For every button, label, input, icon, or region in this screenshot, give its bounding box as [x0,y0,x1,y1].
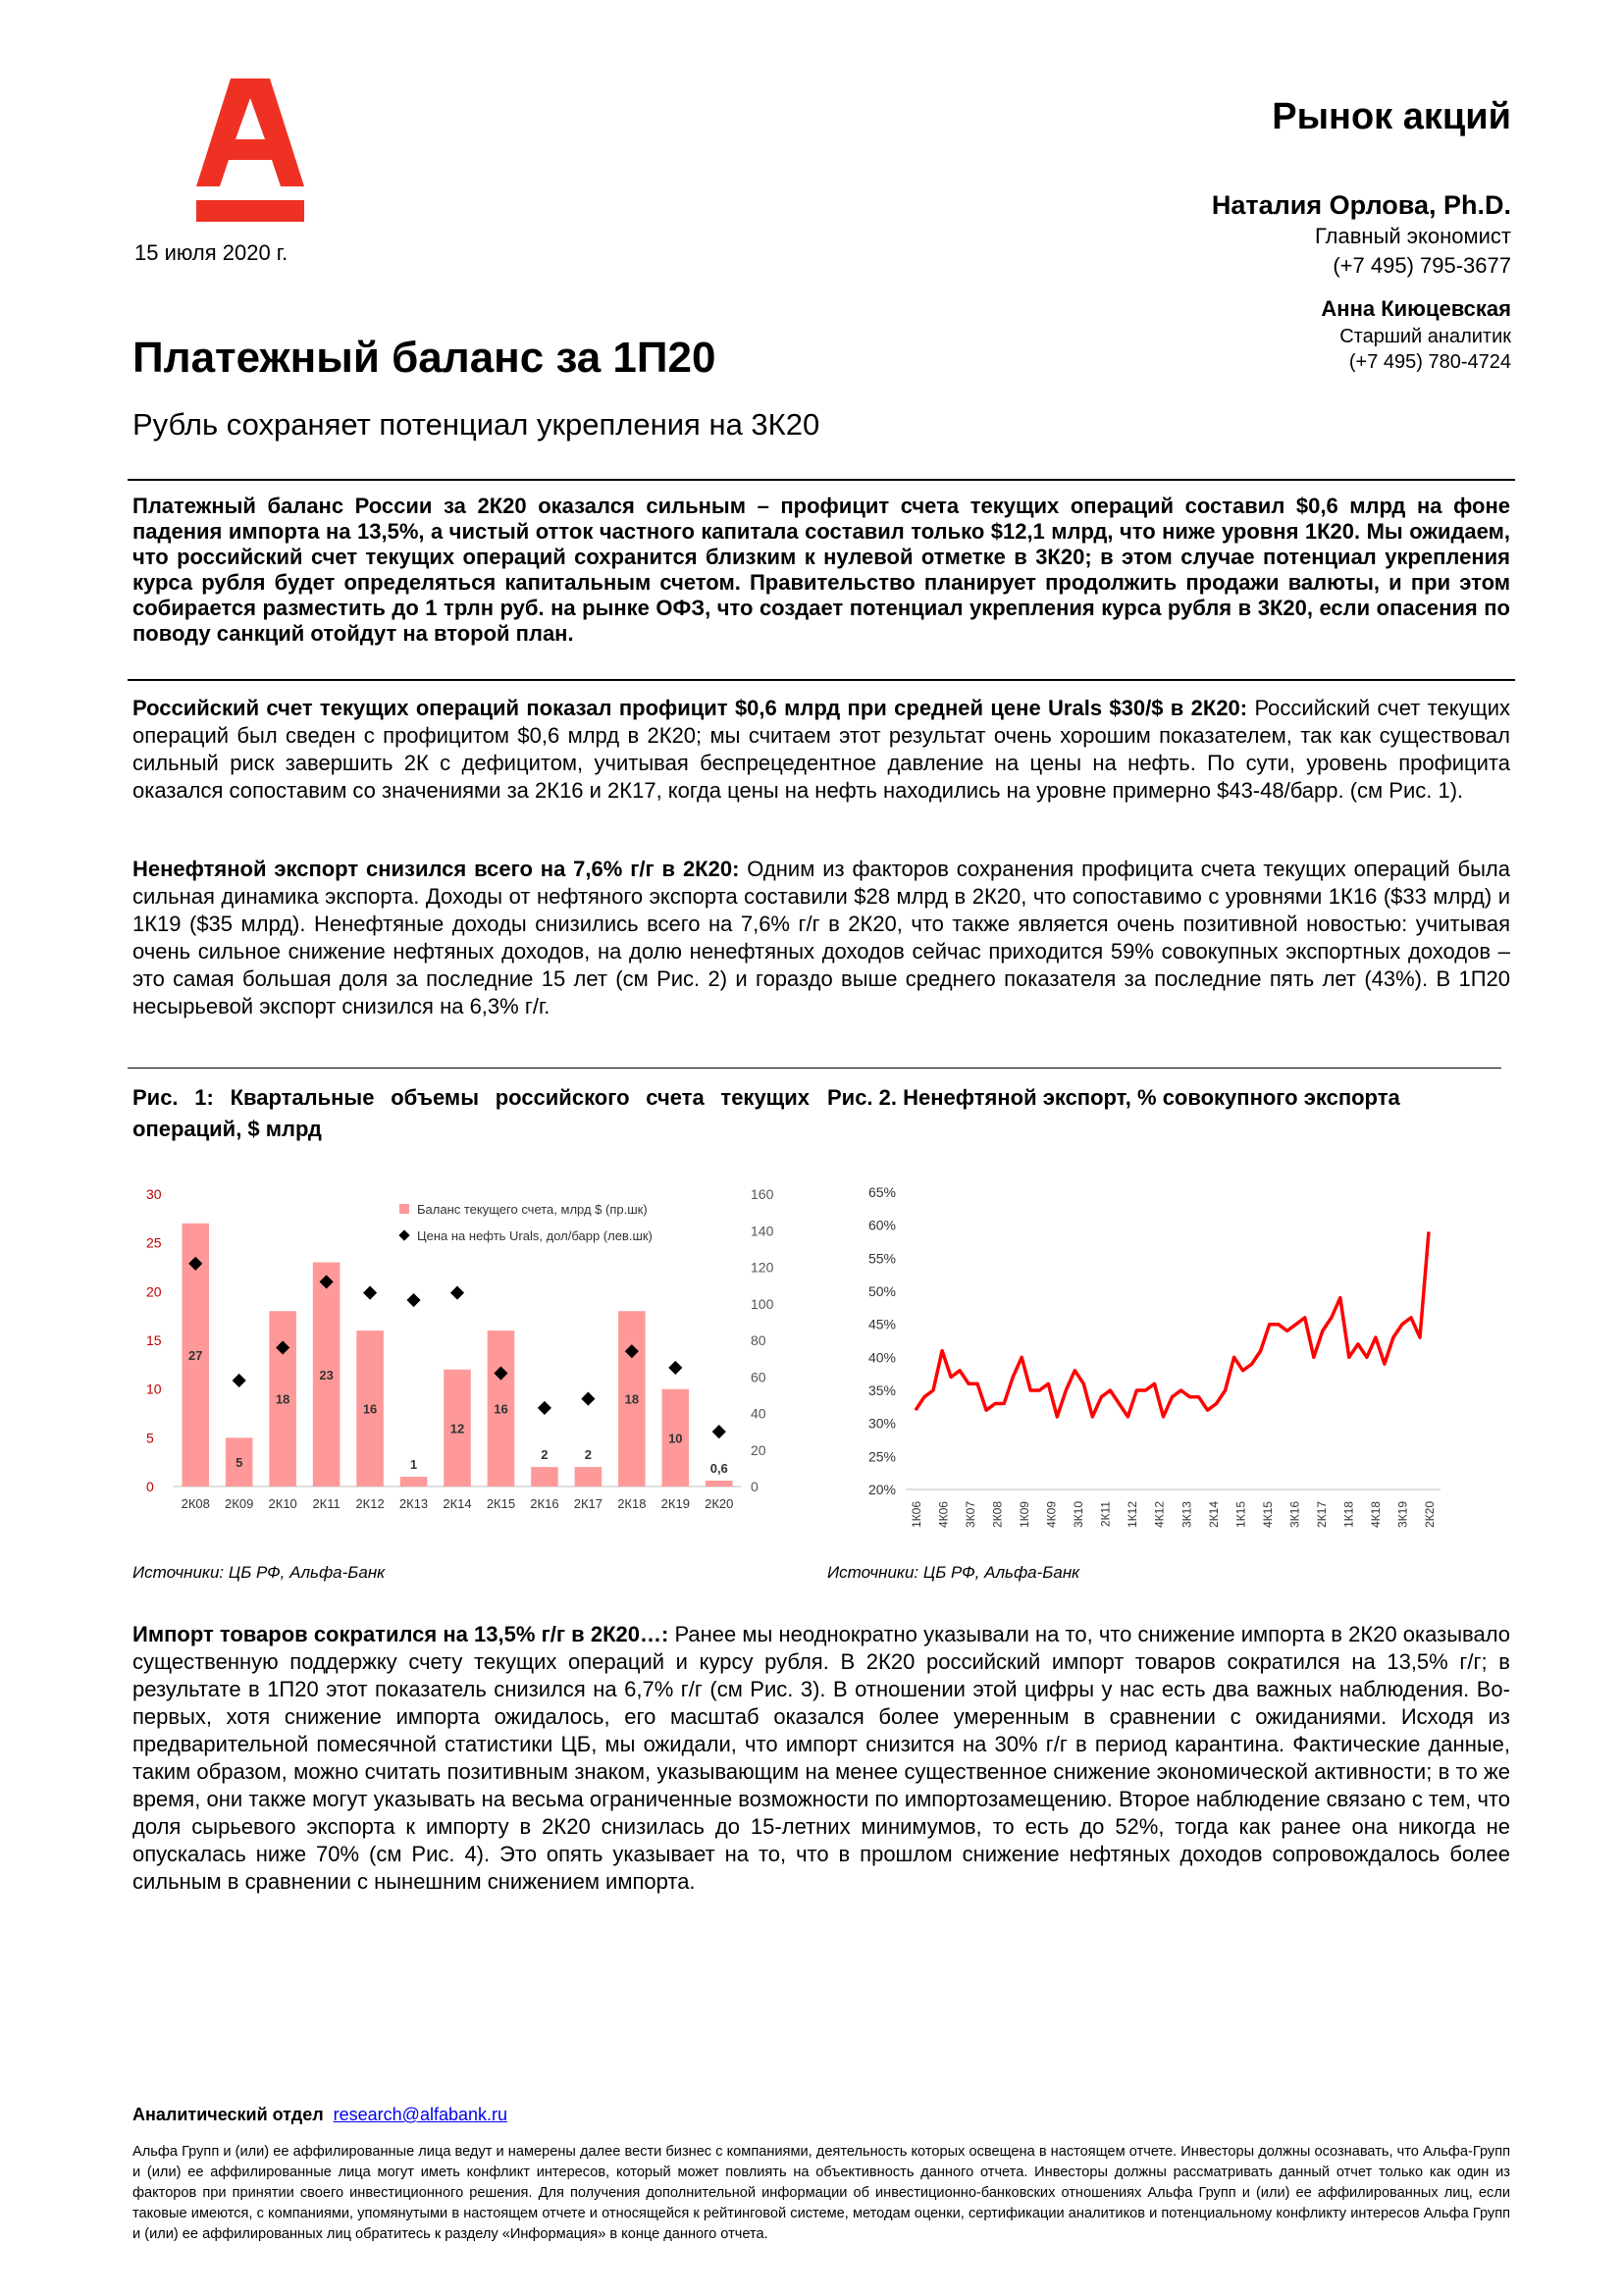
right-axis-tick: 80 [751,1332,766,1348]
x-axis-tick: 4К15 [1260,1501,1275,1529]
oil-price-marker [712,1425,726,1438]
x-axis-tick: 1К12 [1126,1501,1140,1529]
paragraph-nonoil-export [132,856,1510,1020]
right-axis-tick: 20 [751,1441,766,1458]
x-axis-tick: 4К18 [1368,1501,1383,1529]
oil-price-marker [538,1401,551,1415]
y-axis-tick: 60% [867,1217,896,1233]
footer-dept [132,2105,507,2125]
x-axis-tick: 2К16 [530,1496,559,1511]
legend-swatch-oil [398,1229,409,1240]
x-axis-tick: 2К12 [355,1496,385,1511]
x-axis-tick: 3К07 [964,1501,978,1529]
bar-data-label: 5 [236,1455,243,1471]
oil-price-marker [363,1286,377,1300]
figure2-caption: Рис. 2. Ненефтяной экспорт, % совокупного экспорта [827,1085,1400,1110]
left-axis-tick: 15 [146,1332,162,1348]
paragraph-lead: Российский счет текущих операций показал профицит $0,6 млрд при средней цене Urals $30/$ в 2К20: [132,696,1248,720]
y-axis-tick: 35% [867,1383,896,1398]
x-axis-tick: 2К14 [1206,1501,1221,1529]
x-axis-tick: 4К06 [936,1501,951,1529]
divider-figures [128,1068,1501,1069]
figure1-chart [132,1163,810,1536]
y-axis-tick: 30% [867,1415,896,1432]
x-axis-tick: 2К11 [312,1496,341,1511]
x-axis-tick: 2К09 [225,1496,254,1511]
author1-phone: (+7 495) 795-3677 [1333,253,1511,278]
bar-data-label: 23 [319,1367,334,1383]
bar-data-label: 18 [275,1391,290,1407]
bar-data-label: 1 [409,1457,418,1473]
report-date: 15 июля 2020 г. [134,240,288,265]
paragraph-body: Российский счет текущих операций был сведен с профицитом $0,6 млрд в 2К20; мы считаем этот результат очень хорошим показателем, так как существовал сильный риск завершить 2К с дефицитом, учитывая беспрецедентное давление на цены на нефть. По сути, уровень профицита оказался сопоставим со значениями за 2К16 и 2К17, когда цены на нефть находились на уровне примерно $43-48/барр. (см Рис. 1). [132,696,1510,803]
figure1-source: Источники: ЦБ РФ, Альфа-Банк [132,1563,386,1582]
paragraph-lead: Ненефтяной экспорт снизился всего на 7,6% г/г в 2К20: [132,857,740,881]
oil-price-marker [581,1392,595,1406]
footer-disclaimer: Альфа Групп и (или) ее аффилированные лица ведут и намерены далее вести бизнес с компаниями, деятельность которых освещена в настоящем отчете. Инвесторы должны осознавать, что Альфа-Групп и (или) ее аффилированные лица могут иметь конфликт интересов, который может повлиять на объективность данного отчета. Инвесторы должны рассматривать данный отчет только как один из факторов при принятии своего инвестиционного решения. Для получения дополнительной информации об инвестиционно-банковских отношениях Альфа Групп и (или) ее аффилированных лиц, если таковые имеются, с компаниями, упомянутыми в настоящем отчете и относящейся к рейтинговой системе, методам оценки, сертификации аналитиков и потенциальному конфликту интересов Альфа Групп и (или) ее аффилированных лиц обратитесь к разделу «Информация» в конце данного отчета. [132,2144,1510,2242]
summary-paragraph: Платежный баланс России за 2К20 оказался сильным – профицит счета текущих операций составил $0,6 млрд на фоне падения импорта на 13,5%, а чистый отток частного капитала составил только $12,1 млрд, что ниже уровня 1К20. Мы ожидаем, что российский счет текущих операций сохранится близким к нулевой отметке в 3К20; в этом случае потенциал укрепления курса рубля будет определяться капитальным счетом. Правительство планирует продолжить продажи валюты, и при этом собирается разместить до 1 трлн руб. на рынке ОФЗ, что создает потенциал укрепления курса рубля в 3К20, если опасения по поводу санкций отойдут на второй план. [132,494,1510,646]
paragraph-lead: Импорт товаров сократился на 13,5% г/г в 2К20…: [132,1622,669,1646]
oil-price-marker [450,1286,464,1300]
x-axis-tick: 2К18 [617,1496,647,1511]
paragraph-body: Одним из факторов сохранения профицита счета текущих операций была сильная динамика экспорта. Доходы от нефтяного экспорта составили $28 млрд в 2К20, что сопоставимо с уровнями 1К16 ($33 млрд) и 1К19 ($35 млрд). Ненефтяные доходы снизились всего на 7,6% г/г в 2К20, что также является очень позитивной новостью: учитывая очень сильное снижение нефтяных доходов, на долю ненефтяных доходов сейчас приходится 59% совокупных экспортных доходов – это самая большая доля за последние 15 лет (см Рис. 2) и гораздо выше среднего показателя за последние пять лет (43%). В 1П20 несырьевой экспорт снизился на 6,3% г/г. [132,857,1510,1018]
bar-data-label: 0,6 [709,1461,728,1477]
y-axis-tick: 20% [867,1482,896,1497]
bar-data-label: 2 [541,1447,549,1463]
right-axis-tick: 120 [751,1259,774,1276]
x-axis-tick: 1К09 [1018,1501,1032,1529]
oil-price-marker [668,1361,682,1375]
x-axis-tick: 3К16 [1287,1501,1302,1529]
left-axis-tick: 5 [146,1430,154,1446]
bar-current-account [400,1477,428,1487]
right-axis-tick: 40 [751,1405,766,1422]
x-axis-tick: 4К12 [1152,1501,1167,1529]
y-axis-tick: 40% [867,1349,896,1366]
right-axis-tick: 0 [751,1479,759,1494]
alfa-bank-logo [196,78,304,226]
bar-current-account [706,1481,733,1487]
left-axis-tick: 25 [146,1234,162,1251]
paragraph-imports [132,1621,1510,1896]
y-axis-tick: 55% [867,1250,896,1267]
legend-label-oil: Цена на нефть Urals, дол/барр (лев.шк) [417,1228,653,1243]
y-axis-tick: 25% [867,1448,896,1465]
author2-role: Старший аналитик [1339,326,1511,347]
x-axis-tick: 4К09 [1044,1501,1059,1529]
x-axis-tick: 2К15 [486,1496,516,1511]
section-title: Рынок акций [1272,96,1511,137]
authors-block [1212,188,1511,375]
bar-data-label: 10 [668,1431,683,1446]
left-axis-tick: 10 [146,1381,162,1397]
x-axis-tick: 1К15 [1233,1501,1248,1529]
y-axis-tick: 45% [867,1316,896,1332]
x-axis-tick: 2К14 [443,1496,472,1511]
research-email-link[interactable]: research@alfabank.ru [333,2105,508,2124]
paragraph-current-account [132,695,1510,805]
bar-data-label: 16 [362,1401,378,1417]
x-axis-tick: 3К10 [1072,1501,1086,1529]
author1-role: Главный экономист [1314,224,1511,248]
x-axis-tick: 3К13 [1179,1501,1194,1529]
bar-data-label: 12 [449,1421,465,1436]
report-title: Платежный баланс за 1П20 [132,334,716,382]
report-subtitle: Рубль сохраняет потенциал укрепления на 3К20 [132,407,820,442]
right-axis-tick: 140 [751,1223,774,1239]
x-axis-tick: 2К19 [660,1496,690,1511]
bar-data-label: 2 [584,1447,593,1463]
x-axis-tick: 2К17 [573,1496,603,1511]
left-axis-tick: 0 [146,1479,154,1494]
right-axis-tick: 100 [751,1295,774,1312]
bar-current-account [531,1467,558,1487]
left-axis-tick: 20 [146,1283,162,1300]
nonoil-export-line [916,1231,1429,1417]
x-axis-tick: 2К08 [990,1501,1005,1529]
oil-price-marker [406,1293,420,1307]
author2-phone: (+7 495) 780-4724 [1348,351,1511,373]
figure1-caption: Рис. 1: Квартальные объемы российского счета текущих операций, $ млрд [132,1085,810,1141]
footer-dept-label: Аналитический отдел [132,2105,324,2124]
x-axis-tick: 2К10 [268,1496,297,1511]
x-axis-tick: 2К08 [181,1496,210,1511]
x-axis-tick: 2К13 [398,1496,429,1511]
x-axis-tick: 1К18 [1341,1501,1356,1529]
right-axis-tick: 60 [751,1369,766,1385]
figure2-chart [827,1163,1514,1536]
right-axis-tick: 160 [751,1186,774,1202]
legend-swatch-bars [399,1204,409,1214]
x-axis-tick: 1К06 [910,1501,923,1529]
left-axis-tick: 30 [146,1186,162,1202]
bar-current-account [575,1467,602,1487]
y-axis-tick: 50% [867,1283,896,1299]
divider-summary [128,679,1515,681]
oil-price-marker [233,1374,246,1387]
author1-name: Наталия Орлова, Ph.D. [1211,190,1511,220]
figure2-source: Источники: ЦБ РФ, Альфа-Банк [827,1563,1080,1582]
x-axis-tick: 2К11 [1098,1501,1113,1528]
legend-label-bars: Баланс текущего счета, млрд $ (пр.шк) [417,1202,648,1217]
author2-name: Анна Киюцевская [1321,296,1511,321]
x-axis-tick: 2К20 [705,1496,734,1511]
bar-data-label: 16 [494,1401,508,1417]
bar-data-label: 18 [624,1391,640,1407]
x-axis-tick: 2К20 [1423,1501,1437,1529]
bar-data-label: 27 [187,1347,203,1363]
x-axis-tick: 3К19 [1395,1501,1410,1529]
paragraph-body: Ранее мы неоднократно указывали на то, что снижение импорта в 2К20 оказывало существенную поддержку счету текущих операций и курсу рубля. В 2К20 российский импорт товаров сократился на 13,5% г/г; в результате в 1П20 этот показатель снизился на 6,7% г/г (см Рис. 3). В отношении этой цифры у нас есть два важных наблюдения. Во-первых, хотя снижение импорта ожидалось, его масштаб оказался более умеренным в сравнении с ожиданиями. Исходя из предварительной помесячной статистики ЦБ, мы ожидали, что импорт снизится на 30% г/г в период карантина. Фактические данные, таким образом, можно считать позитивным знаком, указывающим на менее существенное снижение экономической активности; в то же время, они также могут указывать на весьма ограниченные возможности по импортозамещению. Второе наблюдение связано с тем, что доля сырьевого экспорта к импорту в 2К20 снизилась до 15-летних минимумов, то есть до 52%, тогда как ранее она никогда не опускалась ниже 70% (см Рис. 4). Это опять указывает на то, что в прошлом снижение нефтяных доходов сопровождалось более сильным в сравнении с нынешним снижением импорта. [132,1622,1511,1894]
divider-top [128,479,1515,481]
x-axis-tick: 2К17 [1314,1501,1329,1529]
y-axis-tick: 65% [867,1184,896,1200]
